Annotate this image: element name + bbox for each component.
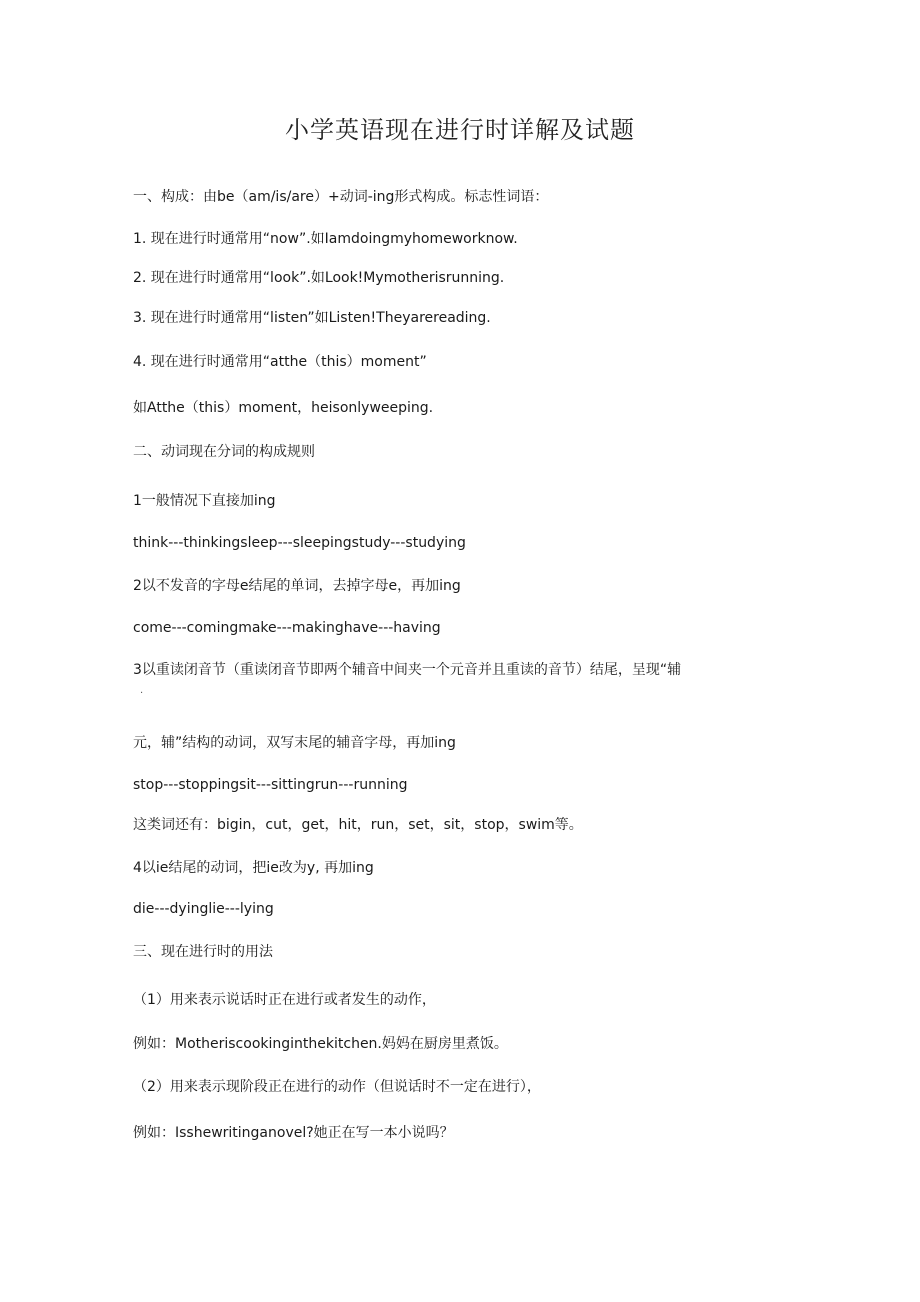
section-heading-usage: 三、现在进行时的用法 (133, 944, 273, 960)
usage-line: （1）用来表示说话时正在进行或者发生的动作， (133, 992, 436, 1008)
example-line: 例如：Isshewritinganovel?她正在写一本小说吗？ (133, 1125, 454, 1141)
rule-line: 3以重读闭音节（重读闭音节即两个辅音中间夹一个元音并且重读的音节）结尾，呈现“辅 (133, 662, 682, 678)
section-heading-participle: 二、动词现在分词的构成规则 (133, 444, 315, 460)
rule-line: 2以不发音的字母e结尾的单词，去掉字母e，再加ing (133, 578, 461, 594)
example-line: 如Atthe（this）moment，heisonlyweeping. (133, 400, 434, 416)
rule-line-continued: 元，辅”结构的动词，双写末尾的辅音字母，再加ing (133, 735, 456, 751)
list-item: 2. 现在进行时通常用“look”.如Look!Mymotherisrunning. (133, 270, 505, 286)
example-line: 这类词还有：bigin，cut，get，hit，run，set，sit，stop，swim等。 (133, 817, 583, 833)
example-line: think---thinkingsleep---sleepingstudy---studying (133, 535, 466, 551)
stray-mark: · (140, 688, 144, 699)
usage-line: （2）用来表示现阶段正在进行的动作（但说话时不一定在进行）， (133, 1079, 541, 1095)
rule-line: 1一般情况下直接加ing (133, 493, 276, 509)
example-line: die---dyinglie---lying (133, 901, 274, 917)
list-item: 4. 现在进行时通常用“atthe（this）moment” (133, 354, 427, 370)
example-line: come---comingmake---makinghave---having (133, 620, 441, 636)
example-line: 例如：Motheriscookinginthekitchen.妈妈在厨房里煮饭。 (133, 1036, 508, 1052)
list-item: 3. 现在进行时通常用“listen”如Listen!Theyarereading. (133, 310, 491, 326)
rule-line: 4以ie结尾的动词，把ie改为y, 再加ing (133, 860, 374, 876)
section-heading-structure: 一、构成：由be（am/is/are）+动词-ing形式构成。标志性词语： (133, 189, 549, 205)
example-line: stop---stoppingsit---sittingrun---running (133, 777, 408, 793)
list-item: 1. 现在进行时通常用“now”.如Iamdoingmyhomeworknow. (133, 231, 518, 247)
page-title: 小学英语现在进行时详解及试题 (285, 116, 635, 144)
